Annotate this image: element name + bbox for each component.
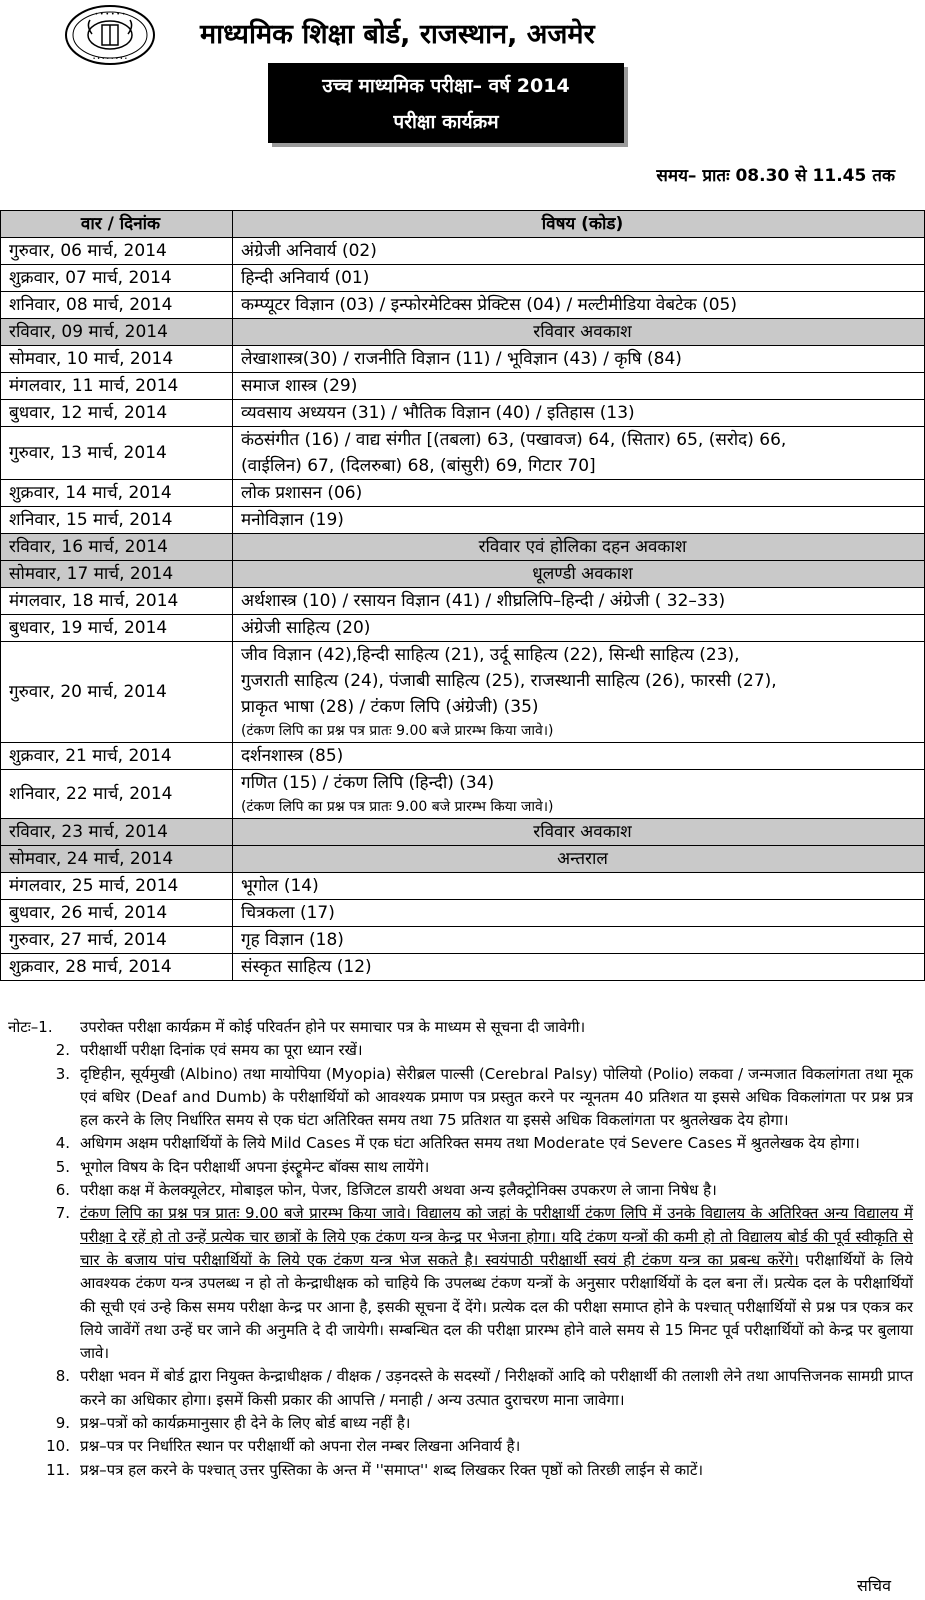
note-number: 11. (46, 1460, 70, 1479)
row-subject: गृह विज्ञान (18) (233, 927, 925, 954)
note-text: परीक्षार्थी परीक्षा दिनांक एवं समय का पूरा ध्यान रखें। (80, 1041, 363, 1060)
row-subject: दर्शनशास्त्र (85) (233, 743, 925, 770)
note-number: नोटः–1. (8, 1018, 53, 1036)
row-subject: अंग्रेजी अनिवार्य (02) (233, 238, 925, 265)
note-number: 6. (55, 1181, 70, 1200)
svg-text:• • • • • • • •: • • • • • • • • (92, 56, 128, 62)
note-item (8, 1156, 913, 1179)
note-item (8, 1016, 913, 1039)
row-date: गुरुवार, 20 मार्च, 2014 (1, 642, 233, 743)
table-row (1, 238, 925, 265)
row-date: शुक्रवार, 28 मार्च, 2014 (1, 954, 233, 981)
row-subject-note: (टंकण लिपि का प्रश्न पत्र प्रातः 9.00 बजे प्रारम्भ किया जावे।) (241, 799, 554, 815)
row-subject: रविवार एवं होलिका दहन अवकाश (233, 534, 925, 561)
row-subject (233, 642, 925, 743)
signature-secretary: सचिव (856, 1576, 891, 1595)
row-date: रविवार, 09 मार्च, 2014 (1, 319, 233, 346)
row-date: शुक्रवार, 21 मार्च, 2014 (1, 743, 233, 770)
note-number: 9. (55, 1414, 70, 1433)
holiday-row (1, 561, 925, 588)
note-number: 2. (55, 1041, 70, 1060)
note-number: 8. (55, 1367, 70, 1386)
row-date: बुधवार, 19 मार्च, 2014 (1, 615, 233, 642)
note-item (8, 1435, 913, 1458)
note-item (8, 1202, 913, 1365)
row-date: शुक्रवार, 14 मार्च, 2014 (1, 480, 233, 507)
row-date: गुरुवार, 13 मार्च, 2014 (1, 427, 233, 480)
row-subject: मनोविज्ञान (19) (233, 507, 925, 534)
row-date: गुरुवार, 27 मार्च, 2014 (1, 927, 233, 954)
notes-section (8, 1016, 913, 1482)
row-subject: अन्तराल (233, 846, 925, 873)
note-text-rest: परीक्षार्थियों के लिये आवश्यक टंकण यन्त्र उपलब्ध न हो तो केन्द्राधीक्षक को चाहिये कि उपलब्ध टंकण यन्त्रों के अनुसार परीक्षार्थियों के दल बना लें। प्रत्येक दल के परीक्षार्थियों की सूची एवं उन्हे किस समय परीक्षा केन्द्र पर आना है, इसकी सूचना दें देंगे। प्रत्येक दल की परीक्षा समाप्त होने के पश्चात् परीक्षार्थियों से प्रश्न पत्र एकत्र कर लिये जावेंगें तथा उन्हें घर जाने की अनुमति दे दी जायेगी। सम्बन्धित दल की परीक्षा प्रारम्भ होने वाले समय से 15 मिनट पूर्व परीक्षार्थियों को केन्द्र पर बुलाया जावे। (80, 1250, 913, 1363)
row-date: रविवार, 23 मार्च, 2014 (1, 819, 233, 846)
row-date: मंगलवार, 18 मार्च, 2014 (1, 588, 233, 615)
row-date: बुधवार, 26 मार्च, 2014 (1, 900, 233, 927)
header-subject: विषय (कोड) (233, 211, 925, 238)
table-row (1, 588, 925, 615)
row-subject: रविवार अवकाश (233, 319, 925, 346)
table-row (1, 615, 925, 642)
row-subject-line: प्राकृत भाषा (28) / टंकण लिपि (अंग्रेजी) (35) (241, 697, 539, 717)
row-subject: संस्कृत साहित्य (12) (233, 954, 925, 981)
row-subject: अर्थशास्त्र (10) / रसायन विज्ञान (41) / शीघ्रलिपि–हिन्दी / अंग्रेजी ( 32–33) (233, 588, 925, 615)
table-row (1, 427, 925, 480)
note-text: परीक्षा कक्ष में केलक्यूलेटर, मोबाइल फोन, पेजर, डिजिटल डायरी अथवा अन्य इलैक्ट्रोनिक्स उपकरण ले जाना निषेध है। (80, 1181, 717, 1200)
row-subject (233, 770, 925, 819)
note-number: 4. (55, 1134, 70, 1153)
table-row (1, 954, 925, 981)
row-date: शनिवार, 08 मार्च, 2014 (1, 292, 233, 319)
row-date: मंगलवार, 11 मार्च, 2014 (1, 373, 233, 400)
schedule-title: परीक्षा कार्यक्रम (393, 111, 499, 133)
note-text: उपरोक्त परीक्षा कार्यक्रम में कोई परिवर्तन होने पर समाचार पत्र के माध्यम से सूचना दी जावेगी। (80, 1018, 586, 1036)
table-row (1, 400, 925, 427)
row-subject: समाज शास्त्र (29) (233, 373, 925, 400)
note-number: 7. (55, 1204, 70, 1223)
row-date: सोमवार, 17 मार्च, 2014 (1, 561, 233, 588)
note-text (80, 1202, 913, 1365)
row-subject: धूलण्डी अवकाश (233, 561, 925, 588)
row-subject: कम्प्यूटर विज्ञान (03) / इन्फोरमेटिक्स प्रेक्टिस (04) / मल्टीमीडिया वेबटेक (05) (233, 292, 925, 319)
note-number: 3. (55, 1064, 70, 1083)
table-row (1, 900, 925, 927)
exam-title-box (268, 63, 624, 143)
note-number: 10. (46, 1437, 70, 1456)
row-subject-line: कंठसंगीत (16) / वाद्य संगीत [(तबला) 63, (पखावज) 64, (सितार) 65, (सरोद) 66, (241, 430, 787, 450)
board-seal-logo (62, 4, 158, 66)
table-row (1, 507, 925, 534)
row-date: सोमवार, 10 मार्च, 2014 (1, 346, 233, 373)
row-subject-line: गणित (15) / टंकण लिपि (हिन्दी) (34) (241, 773, 495, 793)
exam-schedule-table (0, 210, 925, 981)
table-header-row (1, 211, 925, 238)
table-row (1, 292, 925, 319)
row-subject: लोक प्रशासन (06) (233, 480, 925, 507)
row-subject: व्यवसाय अध्ययन (31) / भौतिक विज्ञान (40) / इतिहास (13) (233, 400, 925, 427)
svg-text:• • • • • •: • • • • • • (94, 11, 126, 18)
row-date: सोमवार, 24 मार्च, 2014 (1, 846, 233, 873)
row-subject-line: जीव विज्ञान (42),हिन्दी साहित्य (21), उर्दू साहित्य (22), सिन्धी साहित्य (23), (241, 645, 740, 665)
note-number: 5. (55, 1157, 70, 1176)
table-row (1, 770, 925, 819)
table-row (1, 642, 925, 743)
note-item (8, 1063, 913, 1133)
note-text-underlined: टंकण लिपि का प्रश्न पत्र प्रातः 9.00 बजे प्रारम्भ किया जावे। विद्यालय को जहां के परीक्षार्थी टंकण लिपि में उनके विद्यालय के अतिरिक्त अन्य विद्यालय में परीक्षा दे रहें हो तो उन्हें प्रत्येक चार छात्रों के लिये एक टंकण यन्त्र केन्द्र पर भेजना होगा। यदि टंकण यन्त्रों की कमी हो तो विद्यालय बोर्ड की पूर्व स्वीकृति से चार के बजाय पांच परीक्षार्थियों के लिये एक टंकण यन्त्र भेज सकते है। स्वयंपाठी परीक्षार्थी स्वयं ही टंकण यन्त्र का प्रबन्ध करेंगे। (80, 1204, 913, 1269)
table-row (1, 346, 925, 373)
table-row (1, 265, 925, 292)
table-row (1, 373, 925, 400)
row-date: शनिवार, 15 मार्च, 2014 (1, 507, 233, 534)
note-text: भूगोल विषय के दिन परीक्षार्थी अपना इंस्ट्रूमेन्ट बॉक्स साथ लायेंगे। (80, 1157, 430, 1176)
table-row (1, 480, 925, 507)
header-date: वार / दिनांक (1, 211, 233, 238)
table-row (1, 743, 925, 770)
note-item (8, 1132, 913, 1155)
row-subject: रविवार अवकाश (233, 819, 925, 846)
note-text: प्रश्न–पत्रों को कार्यक्रमानुसार ही देने के लिए बोर्ड बाध्य नहीं है। (80, 1414, 411, 1433)
exam-title: उच्च माध्यमिक परीक्षा– वर्ष 2014 (322, 75, 570, 97)
note-item (8, 1412, 913, 1435)
row-date: गुरुवार, 06 मार्च, 2014 (1, 238, 233, 265)
row-date: बुधवार, 12 मार्च, 2014 (1, 400, 233, 427)
row-date: शुक्रवार, 07 मार्च, 2014 (1, 265, 233, 292)
note-item (8, 1459, 913, 1482)
row-subject-line: गुजराती साहित्य (24), पंजाबी साहित्य (25), राजस्थानी साहित्य (26), फारसी (27), (241, 671, 777, 691)
table-row (1, 873, 925, 900)
row-subject: भूगोल (14) (233, 873, 925, 900)
note-text: प्रश्न–पत्र पर निर्धारित स्थान पर परीक्षार्थी को अपना रोल नम्बर लिखना अनिवार्य है। (80, 1437, 521, 1456)
note-item (8, 1179, 913, 1202)
row-date: शनिवार, 22 मार्च, 2014 (1, 770, 233, 819)
note-item (8, 1365, 913, 1412)
table-row (1, 927, 925, 954)
note-text: परीक्षा भवन में बोर्ड द्वारा नियुक्त केन्द्राधीक्षक / वीक्षक / उड़नदस्ते के सदस्यों / निरीक्षकों आदि को परीक्षार्थी की तलाशी लेने तथा आपत्तिजनक सामग्री प्राप्त करने का अधिकार होगा। इसमें किसी प्रकार की आपत्ति / मनाही / अन्य उत्पात दुराचरण माना जावेगा। (80, 1367, 913, 1409)
row-subject: चित्रकला (17) (233, 900, 925, 927)
row-subject: हिन्दी अनिवार्य (01) (233, 265, 925, 292)
holiday-row (1, 819, 925, 846)
note-text: अधिगम अक्षम परीक्षार्थियों के लिये Mild Cases में एक घंटा अतिरिक्त समय तथा Moderate एवं Severe Cases में श्रुतलेखक देय होगा। (80, 1134, 860, 1153)
row-subject-line: (वाईलिन) 67, (दिलरुबा) 68, (बांसुरी) 69, गिटार 70] (241, 456, 596, 476)
holiday-row (1, 319, 925, 346)
note-text: प्रश्न–पत्र हल करने के पश्चात् उत्तर पुस्तिका के अन्त में ''समाप्त'' शब्द लिखकर रिक्त पृष्ठों को तिरछी लाईन से काटें। (80, 1460, 704, 1479)
holiday-row (1, 846, 925, 873)
row-date: मंगलवार, 25 मार्च, 2014 (1, 873, 233, 900)
exam-time: समय– प्रातः 08.30 से 11.45 तक (656, 166, 895, 186)
board-title: माध्यमिक शिक्षा बोर्ड, राजस्थान, अजमेर (200, 19, 595, 50)
row-subject (233, 427, 925, 480)
row-date: रविवार, 16 मार्च, 2014 (1, 534, 233, 561)
note-text: दृष्टिहीन, सूर्यमुखी (Albino) तथा मायोपिया (Myopia) सेरीब्रल पाल्सी (Cerebral Palsy) पोलियो (Polio) लकवा / जन्मजात विकलांगता तथा मूक एवं बधिर (Deaf and Dumb) के परीक्षार्थियों को आवश्यक प्रमाण पत्र प्रस्तुत करने पर न्यूनतम 40 प्रतिशत या इससे अधिक विकलांगता पर प्रश्न प्रत्र हल करने के लिए निर्धारित समय से एक घंटा अतिरिक्त समय तथा 75 प्रतिशत या इससे अधिक विकलांगता पर श्रुतलेखक देय होगा। (80, 1064, 913, 1130)
holiday-row (1, 534, 925, 561)
note-item (8, 1039, 913, 1062)
row-subject: अंग्रेजी साहित्य (20) (233, 615, 925, 642)
row-subject: लेखाशास्त्र(30) / राजनीति विज्ञान (11) / भूविज्ञान (43) / कृषि (84) (233, 346, 925, 373)
row-subject-note: (टंकण लिपि का प्रश्न पत्र प्रातः 9.00 बजे प्रारम्भ किया जावे।) (241, 723, 554, 739)
